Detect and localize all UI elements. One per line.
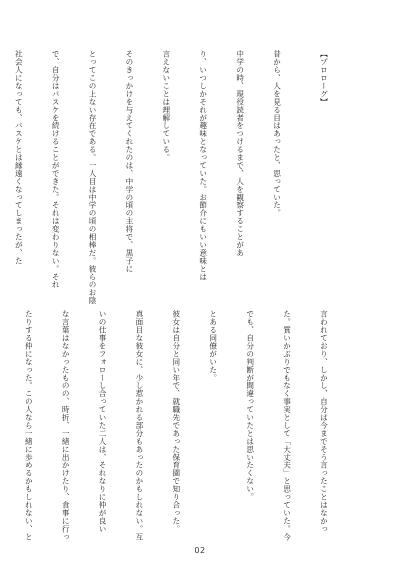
text-line: とってこの上ない存在である。一人目は中学の頃の相棒だ。彼らのお陰 bbox=[88, 50, 98, 305]
text-line: 彼女は自分と同い年で、就職先であった保育園で知り合った。 bbox=[171, 310, 181, 533]
text-line: たりする仲になった。この人なら一緒に歩めるかもしれない、と bbox=[24, 310, 34, 541]
prologue-text-bottom bbox=[24, 310, 354, 545]
text-line: いの仕事をフォローし合っていた二人は、それなりに仲が良い bbox=[98, 310, 108, 533]
prologue-text-top bbox=[14, 50, 354, 305]
page-number: 02 bbox=[194, 546, 206, 555]
section-heading: 【プロローグ】 bbox=[319, 50, 329, 106]
text-line: でも、自分の判断が間違っていたとは思いたくない。 bbox=[245, 310, 255, 501]
text-line: た。質いかぶりでもなく事実として「大丈夫」と思っていた。今 bbox=[282, 310, 292, 541]
text-line: そのきっかけを与えてくれたのは、中学の頃の主将で、黒子に bbox=[124, 50, 134, 273]
text-line: 社会人になっても、バスケとは縁遠くなってしまったが、た bbox=[14, 50, 24, 265]
text-line: 中学の時、現役読者をつけるまで、人を観察することがあ bbox=[235, 50, 245, 257]
text-line: な言葉はなかったものの、時折、一緒に出かけたり、食事に行っ bbox=[61, 310, 71, 541]
text-line: で、自分はバスケを続けることができた。それは変わりない。それ bbox=[51, 50, 61, 289]
text-line: 昔から、人を見る目はあったと、思っていた。 bbox=[272, 50, 282, 217]
text-line: 真面目な彼女に、少し惹かれる部分もあったのかもしれない。互 bbox=[134, 310, 144, 541]
text-line: 言われており、しかし、自分は今までそう言ったことはなかっ bbox=[319, 310, 329, 533]
text-line: 言えないことは理解している。 bbox=[161, 50, 171, 162]
text-line: り、いつしかそれが趣味となっていた。お節介にもいい意味とは bbox=[198, 50, 208, 281]
text-line: とある同僚がいた。 bbox=[208, 310, 218, 382]
